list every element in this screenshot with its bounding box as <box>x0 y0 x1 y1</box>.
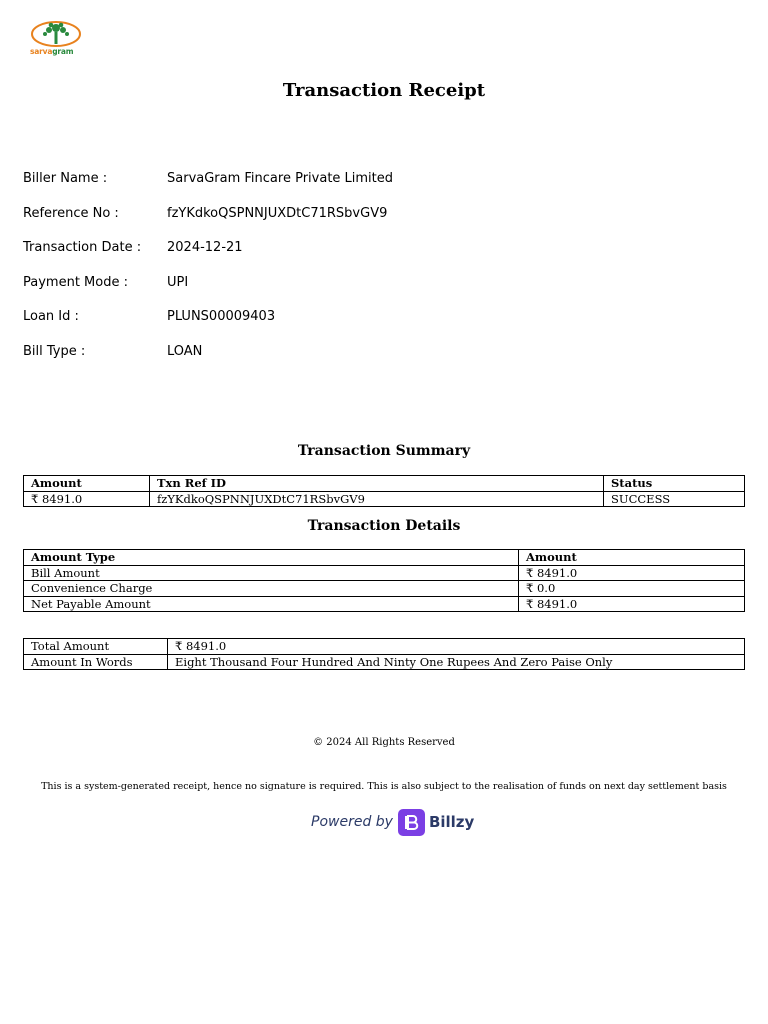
table-cell: fzYKdkoQSPNNJUXDtC71RSbvGV9 <box>150 491 604 507</box>
info-value: PLUNS00009403 <box>167 309 276 324</box>
page-title: Transaction Receipt <box>282 80 486 101</box>
info-value: SarvaGram Fincare Private Limited <box>167 171 394 186</box>
table-cell: SUCCESS <box>604 491 745 507</box>
table-cell: Amount In Words <box>24 654 168 670</box>
info-value: fzYKdkoQSPNNJUXDtC71RSbvGV9 <box>167 205 388 221</box>
table-cell: ₹ 8491.0 <box>519 565 745 581</box>
table-cell: Convenience Charge <box>24 581 519 597</box>
powered-by-billzy <box>311 808 474 836</box>
info-label: Bill Type : <box>23 343 86 359</box>
disclaimer-text: This is a system-generated receipt, hence no signature is required. This is also subject to the realisation of funds on next day settlement basis <box>41 781 727 792</box>
info-label: Loan Id : <box>23 309 79 324</box>
column-header: Amount Type <box>24 550 519 566</box>
table-cell: Eight Thousand Four Hundred And Ninty One Rupees And Zero Paise Only <box>168 654 745 670</box>
column-header: Status <box>604 476 745 492</box>
table-cell: ₹ 8491.0 <box>168 639 745 655</box>
info-value: UPI <box>167 274 189 290</box>
table-row <box>24 654 745 670</box>
table-row <box>24 639 745 655</box>
column-header: Amount <box>24 476 150 492</box>
details-heading: Transaction Details <box>307 518 461 534</box>
table-header-row <box>24 550 745 566</box>
table-cell: ₹ 8491.0 <box>24 491 150 507</box>
tree-icon <box>30 20 86 48</box>
table-row <box>24 596 745 612</box>
table-cell: ₹ 0.0 <box>519 581 745 597</box>
table-cell: Net Payable Amount <box>24 596 519 612</box>
table-cell: Bill Amount <box>24 565 519 581</box>
powered-by-label: Powered by <box>311 814 393 830</box>
info-value: 2024-12-21 <box>167 240 243 255</box>
totals-table <box>23 638 745 670</box>
column-header: Amount <box>519 550 745 566</box>
table-row <box>24 581 745 597</box>
copyright-text: © 2024 All Rights Reserved <box>313 737 455 748</box>
table-row <box>24 565 745 581</box>
billzy-wordmark: Billzy <box>428 813 475 831</box>
summary-table <box>23 475 745 507</box>
sarvagram-logo <box>30 20 86 60</box>
info-value: LOAN <box>167 343 203 359</box>
details-table <box>23 549 745 612</box>
table-cell: ₹ 8491.0 <box>519 596 745 612</box>
info-label: Reference No : <box>23 205 119 221</box>
table-row <box>24 491 745 507</box>
info-label: Biller Name : <box>23 171 108 186</box>
table-cell: Total Amount <box>24 639 168 655</box>
column-header: Txn Ref ID <box>150 476 604 492</box>
logo-wordmark: sarvagram <box>30 47 74 56</box>
info-label: Payment Mode : <box>23 274 128 290</box>
info-label: Transaction Date : <box>23 240 142 255</box>
billzy-b-icon <box>398 809 425 836</box>
table-header-row <box>24 476 745 492</box>
summary-heading: Transaction Summary <box>297 443 471 459</box>
